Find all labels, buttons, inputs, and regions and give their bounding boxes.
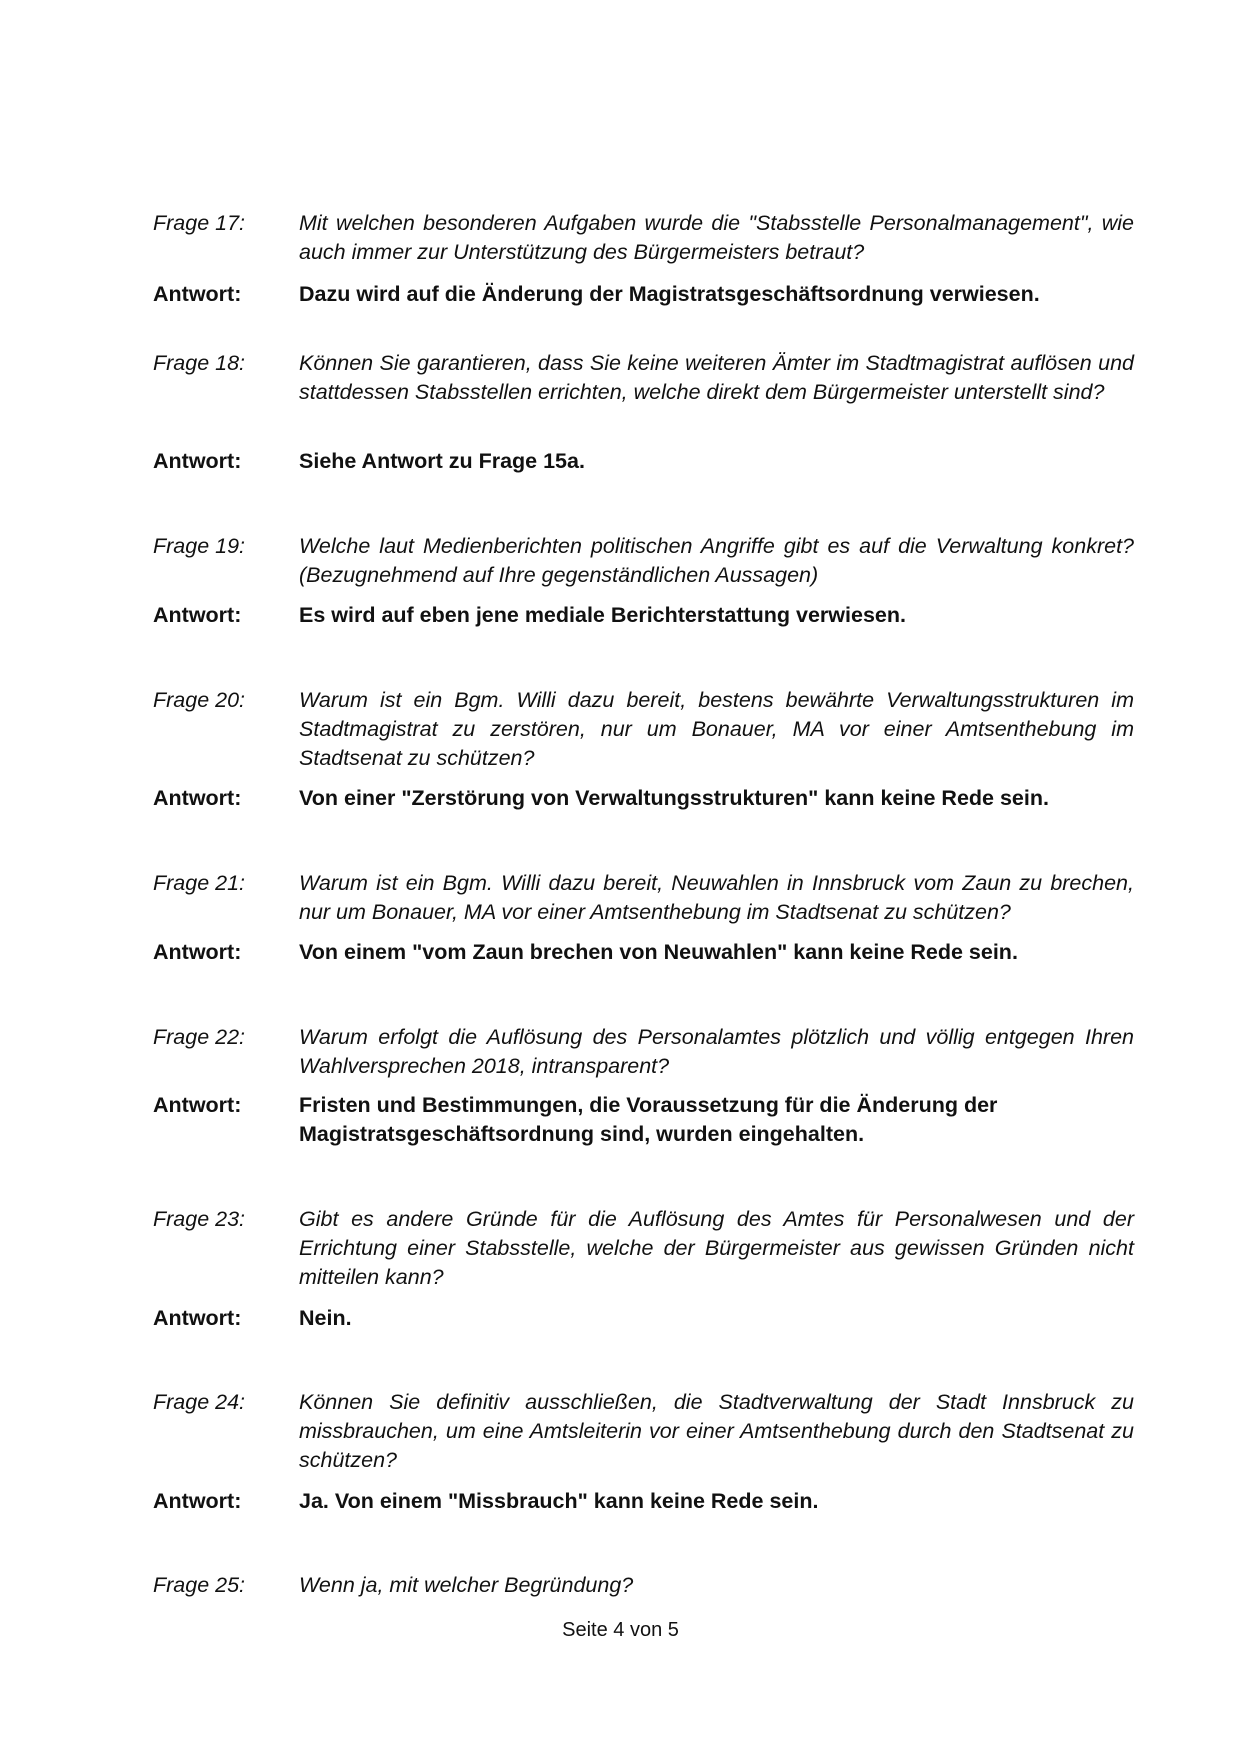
question-text: Gibt es andere Gründe für die Auflösung des Amtes für Personalwesen und der Errichtung einer Stabsstelle, welche der Bürgermeister aus gewissen Gründen nicht mitteilen kann? [299,1207,1134,1289]
answer-label: Antwort: [153,940,242,964]
question-19 [153,532,1133,590]
answer-label: Antwort: [153,1489,242,1513]
answer-text: Ja. Von einem "Missbrauch" kann keine Rede sein. [299,1489,819,1513]
answer-24 [153,1487,1133,1516]
answer-label: Antwort: [153,1093,242,1117]
answer-text: Siehe Antwort zu Frage 15a. [299,449,585,473]
question-label: Frage 18: [153,351,246,375]
answer-label: Antwort: [153,1306,242,1330]
answer-text: Von einer "Zerstörung von Verwaltungsstrukturen" kann keine Rede sein. [299,786,1049,810]
answer-text: Fristen und Bestimmungen, die Voraussetzung für die Änderung der Magistratsgeschäftsordnung sind, wurden eingehalten. [299,1093,998,1146]
answer-label: Antwort: [153,282,242,306]
answer-23 [153,1304,1133,1333]
question-label: Frage 22: [153,1025,246,1049]
question-text: Warum ist ein Bgm. Willi dazu bereit, bestens bewährte Verwaltungsstrukturen im Stadtmagistrat zu zerstören, nur um Bonauer, MA vor einer Amtsenthebung im Stadtsenat zu schützen? [299,688,1134,770]
question-24 [153,1388,1133,1475]
question-18 [153,349,1133,407]
question-25 [153,1571,1133,1600]
question-21 [153,869,1133,927]
question-text: Können Sie definitiv ausschließen, die Stadtverwaltung der Stadt Innsbruck zu missbrauchen, um eine Amtsleiterin vor einer Amtsenthebung durch den Stadtsenat zu schützen? [299,1390,1134,1472]
answer-text: Dazu wird auf die Änderung der Magistratsgeschäftsordnung verwiesen. [299,282,1040,306]
question-text: Mit welchen besonderen Aufgaben wurde die "Stabsstelle Personalmanagement", wie auch immer zur Unterstützung des Bürgermeisters betraut? [299,211,1134,264]
question-22 [153,1023,1133,1081]
question-23 [153,1205,1133,1292]
question-label: Frage 17: [153,211,246,235]
page-number: Seite 4 von 5 [562,1619,679,1641]
question-label: Frage 23: [153,1207,246,1231]
question-text: Wenn ja, mit welcher Begründung? [299,1573,634,1597]
question-text: Können Sie garantieren, dass Sie keine weiteren Ämter im Stadtmagistrat auflösen und stattdessen Stabsstellen errichten, welche direkt dem Bürgermeister unterstellt sind? [299,351,1134,404]
question-text: Warum erfolgt die Auflösung des Personalamtes plötzlich und völlig entgegen Ihren Wahlversprechen 2018, intransparent? [299,1025,1134,1078]
answer-21 [153,938,1133,967]
answer-20 [153,784,1133,813]
answer-text: Von einem "vom Zaun brechen von Neuwahlen" kann keine Rede sein. [299,940,1018,964]
answer-22 [153,1091,1133,1149]
answer-17 [153,280,1133,309]
question-text: Warum ist ein Bgm. Willi dazu bereit, Neuwahlen in Innsbruck vom Zaun zu brechen, nur um Bonauer, MA vor einer Amtsenthebung im Stadtsenat zu schützen? [299,871,1134,924]
question-label: Frage 20: [153,688,246,712]
question-label: Frage 19: [153,534,246,558]
answer-text: Es wird auf eben jene mediale Berichterstattung verwiesen. [299,603,906,627]
answer-label: Antwort: [153,449,242,473]
answer-18 [153,447,1133,476]
answer-label: Antwort: [153,786,242,810]
answer-19 [153,601,1133,630]
question-label: Frage 21: [153,871,246,895]
question-text: Welche laut Medienberichten politischen Angriffe gibt es auf die Verwaltung konkret? (Bezugnehmend auf Ihre gegenständlichen Aussagen) [299,534,1134,587]
question-20 [153,686,1133,773]
question-17 [153,209,1133,267]
answer-text: Nein. [299,1306,352,1330]
answer-label: Antwort: [153,603,242,627]
question-label: Frage 24: [153,1390,246,1414]
question-label: Frage 25: [153,1573,246,1597]
